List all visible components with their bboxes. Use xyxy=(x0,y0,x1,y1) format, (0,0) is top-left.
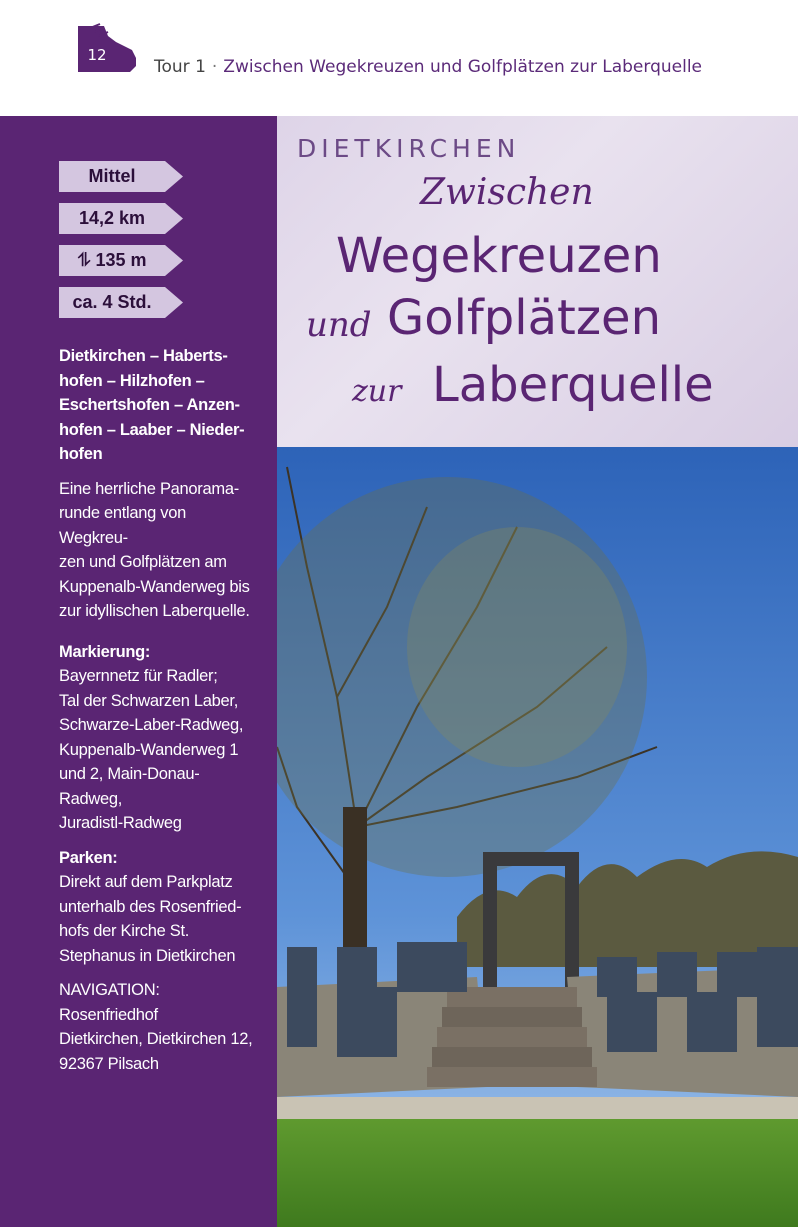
navigation-line: 92367 Pilsach xyxy=(59,1054,159,1073)
marking-line: Juradistl-Radweg xyxy=(59,814,182,832)
tour-title: Zwischen Wegekreuzen und Golfplätzen zur Laberquelle xyxy=(223,57,702,77)
marking-line: Tal der Schwarzen Laber, xyxy=(59,691,238,710)
marking-line: Kuppenalb-Wanderweg 1 xyxy=(59,740,239,759)
title-line-laberquelle: Laberquelle xyxy=(432,357,714,413)
marking-heading: Markierung: xyxy=(59,642,151,661)
description-line: zen und Golfplätzen am xyxy=(59,553,227,571)
description-line: runde entlang von Wegkreu- xyxy=(59,504,187,547)
parking-line: Stephanus in Dietkirchen xyxy=(59,946,236,965)
distance-value: 14,2 km xyxy=(78,208,146,228)
title-script-und: und xyxy=(306,305,372,345)
tour-description xyxy=(59,477,259,624)
separator: · xyxy=(211,57,218,77)
description-line: Eine herrliche Panorama- xyxy=(59,479,239,498)
route-line: hofen xyxy=(59,445,103,463)
navigation-section xyxy=(59,978,259,1076)
running-head xyxy=(154,57,702,77)
title-line-wegekreuzen: Wegekreuzen xyxy=(336,228,662,284)
parking-line: unterhalb des Rosenfried- xyxy=(59,897,242,916)
parking-line: hofs der Kirche St. xyxy=(59,922,190,940)
marking-line: Bayernnetz für Radler; xyxy=(59,667,218,685)
route-line: Dietkirchen – Haberts- xyxy=(59,347,228,365)
marking-section xyxy=(59,640,259,836)
tour-label: Tour 1 xyxy=(154,57,206,77)
marking-line: Schwarze-Laber-Radweg, xyxy=(59,716,244,734)
title-script-zur: zur xyxy=(352,374,402,409)
route-line: hofen – Laaber – Nieder- xyxy=(59,420,245,439)
description-line: zur idyllischen Laberquelle. xyxy=(59,602,250,620)
parking-heading: Parken: xyxy=(59,848,118,867)
navigation-line: Dietkirchen, Dietkirchen 12, xyxy=(59,1030,253,1048)
location-kicker: DIETKIRCHEN xyxy=(297,134,521,163)
duration-value: ca. 4 Std. xyxy=(72,292,152,312)
description-line: Kuppenalb-Wanderweg bis xyxy=(59,577,250,596)
landscape-photo xyxy=(277,447,798,1227)
route-line: Eschertshofen – Anzen- xyxy=(59,396,240,414)
navigation-line: NAVIGATION: Rosenfriedhof xyxy=(59,981,160,1024)
elevation-value: ⥮ 135 m xyxy=(77,250,147,270)
title-line-golfplaetzen: Golfplätzen xyxy=(387,290,661,346)
difficulty-value: Mittel xyxy=(88,166,136,186)
title-script-zwischen: Zwischen xyxy=(420,172,594,213)
page-number: 12 xyxy=(87,46,107,64)
parking-section xyxy=(59,846,259,969)
route-stops xyxy=(59,344,259,1086)
marking-line: und 2, Main-Donau-Radweg, xyxy=(59,765,200,808)
route-line: hofen – Hilzhofen – xyxy=(59,371,205,390)
parking-line: Direkt auf dem Parkplatz xyxy=(59,873,233,891)
